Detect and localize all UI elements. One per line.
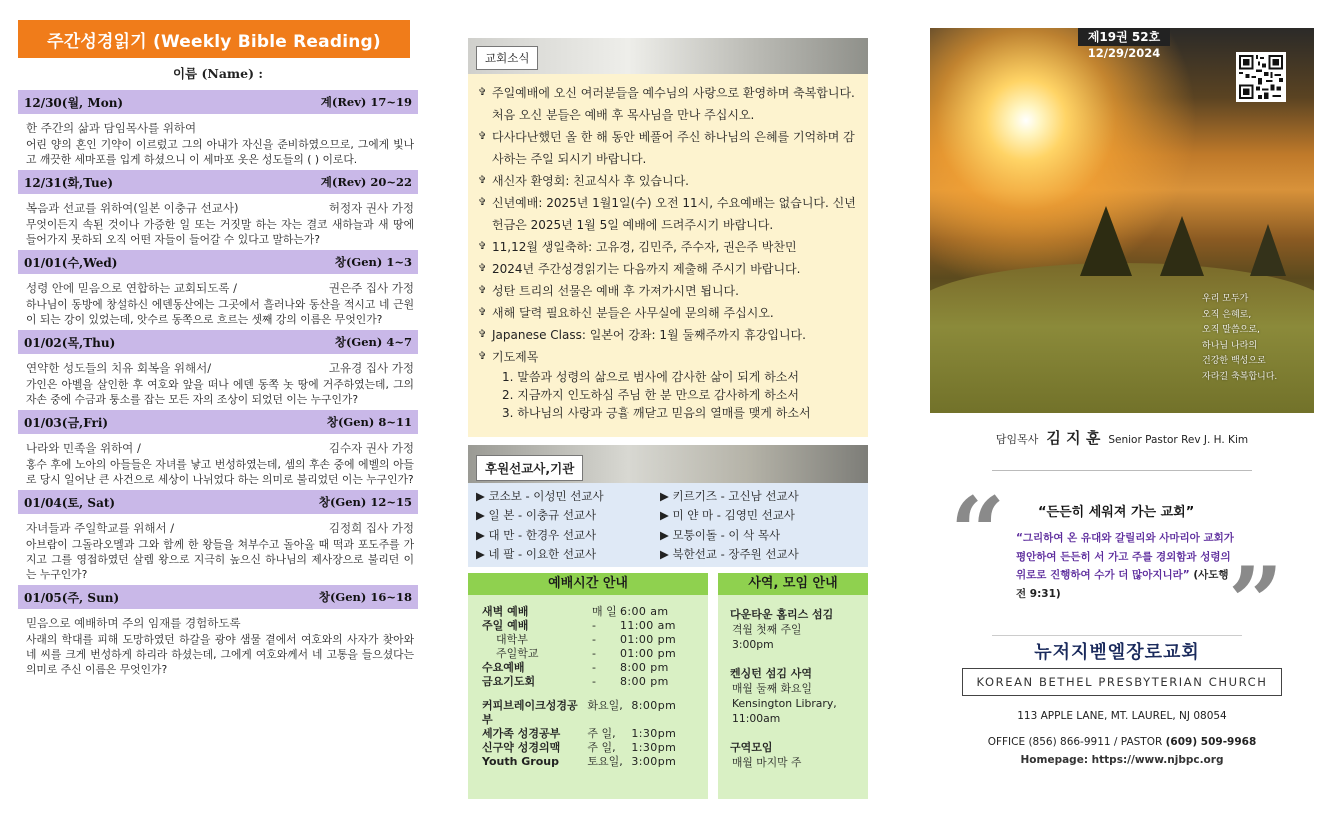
reading-passage: 창(Gen) 8~11	[326, 415, 412, 429]
prayer-list	[502, 368, 858, 422]
prayer-topic-text: 연약한 성도들의 치유 회복을 위해서/	[26, 361, 212, 375]
gatherings-box	[718, 573, 868, 799]
reading-question: 어린 양의 혼인 기약이 이르렀고 그의 아내가 자신을 준비하였으므로, 그에게 빛나고 깨끗한 세마포를 입게 하셨으니 이 세마포 옷은 성도들의 ( ) 이로다.	[26, 138, 414, 166]
reading-day	[18, 330, 418, 407]
news-list	[478, 82, 858, 368]
cross-bullet-icon: ✞	[478, 87, 487, 98]
cover-verse-line: 우리 모두가	[1202, 294, 1249, 304]
worship-name: 수요예배	[482, 661, 525, 674]
worship-times-title: 예배시간 안내	[468, 573, 708, 595]
prayer-topic	[18, 615, 418, 631]
news-item-text: 기도제목	[492, 350, 539, 364]
worship-row	[468, 619, 708, 633]
cross-bullet-icon: ✞	[478, 131, 487, 142]
reading-day	[18, 170, 418, 247]
cross-bullet-icon: ✞	[478, 263, 487, 274]
reading-day-header	[18, 490, 418, 514]
worship-day: -	[592, 675, 596, 688]
gathering-detail: 3:00pm	[732, 638, 774, 651]
close-quote-icon: ”	[1228, 546, 1284, 659]
study-time: 1:30pm	[631, 727, 677, 740]
cross-bullet-icon: ✞	[478, 307, 487, 318]
study-row	[468, 699, 708, 727]
gathering-block	[718, 740, 868, 770]
study-time: 1:30pm	[631, 741, 677, 754]
qr-code-icon[interactable]	[1236, 52, 1286, 102]
reading-passage: 창(Gen) 12~15	[318, 495, 412, 509]
study-day: 주 일,	[587, 727, 616, 740]
divider	[992, 470, 1252, 471]
worship-row	[468, 633, 708, 647]
cover-photo-tree	[1160, 216, 1204, 276]
motto-verse-ref: (사도행전 9:31)	[1016, 569, 1229, 600]
news-item-text: 새해 달력 필요하신 분들은 사무실에 문의해 주십시오.	[492, 306, 774, 320]
worship-time: 01:00 pm	[620, 633, 677, 646]
issue-date: 12/29/2024	[1087, 46, 1161, 60]
news-item-text: 주일예배에 오신 여러분들을 예수님의 사랑으로 환영하며 축복합니다. 처음 오신 분들은 예배 후 목사님을 만나 주십시오.	[492, 86, 855, 122]
worship-time: 8:00 pm	[620, 661, 669, 674]
worship-name: 대학부	[496, 633, 528, 646]
study-day: 화요일,	[587, 699, 623, 712]
cover-verse-line: 건강한 백성으로	[1202, 356, 1266, 366]
reading-day-header	[18, 330, 418, 354]
gathering-detail: 매월 마지막 주	[732, 756, 802, 769]
news-item-text: 성탄 트리의 선물은 예배 후 가져가시면 됩니다.	[492, 284, 739, 298]
reading-question: 무엇이든지 속된 것이나 가증한 일 또는 거짓말 하는 자는 결코 새하늘과 새 땅에 들어가지 못하되 오직 어떤 자들이 들어갈 수 있다고 말하는가?	[26, 218, 414, 246]
cover-photo	[930, 28, 1314, 413]
study-day: 토요일,	[587, 755, 623, 768]
worship-time: 01:00 pm	[620, 647, 677, 660]
reading-day	[18, 585, 418, 677]
mission-item: ▶ 일 본 - 이충규 선교사	[476, 508, 597, 523]
prayer-topic-text: 복음과 선교를 위하여(일본 이충규 선교사)	[26, 201, 239, 215]
pastor-name: 김 지 훈	[1046, 429, 1101, 447]
news-item-text: 11,12월 생일축하: 고유경, 김민주, 주수자, 권은주 박찬민	[492, 240, 797, 254]
gathering-name: 구역모임	[730, 741, 773, 754]
worship-day: -	[592, 647, 596, 660]
study-day: 주 일,	[587, 741, 616, 754]
reading-day-list	[18, 90, 418, 677]
study-name: 신구약 성경의맥	[482, 741, 561, 754]
reading-day-header	[18, 585, 418, 609]
study-row	[468, 727, 708, 741]
name-field-label: 이름 (Name) :	[172, 66, 263, 81]
cover-verse-line: 자라길 축복합니다.	[1202, 371, 1278, 382]
news-item	[478, 324, 858, 346]
news-item-text: 새신자 환영회: 친교식사 후 있습니다.	[492, 174, 689, 188]
news-header	[468, 38, 868, 74]
news-item-text: Japanese Class: 일본어 강좌: 1월 둘째주까지 휴강입니다.	[492, 328, 806, 342]
worship-day: -	[592, 661, 596, 674]
reading-question: 아브람이 그돌라오멜과 그와 함께 한 왕들을 쳐부수고 돌아올 때 떡과 포도주를 가지고 그를 영접하였던 살렘 왕으로 지극히 높으신 하나님의 제사장으로 불리던 이는 누구인가?	[26, 538, 414, 581]
worship-row	[468, 605, 708, 619]
missions-header	[468, 445, 868, 483]
office-phone: OFFICE (856) 866-9911 / PASTOR	[987, 736, 1163, 748]
mission-item: ▶ 대 만 - 한경우 선교사	[476, 527, 597, 542]
church-news-section	[468, 38, 868, 799]
news-item	[478, 280, 858, 302]
reading-day	[18, 90, 418, 167]
news-tag: 교회소식	[476, 46, 538, 70]
missions-tag: 후원선교사,기관	[476, 455, 583, 481]
mission-item: ▶ 미 얀 마 - 김영민 선교사	[660, 508, 795, 523]
cross-bullet-icon: ✞	[478, 351, 487, 362]
prayer-item: 3. 하나님의 사랑과 긍휼 깨닫고 믿음의 열매를 맺게 하소서	[502, 406, 811, 420]
prayer-topic	[18, 120, 418, 136]
cover-verse	[1202, 292, 1277, 385]
prayer-topic-text: 한 주간의 삶과 담임목사를 위하여	[26, 121, 197, 135]
study-time: 8:00pm	[631, 699, 677, 712]
worship-row	[468, 647, 708, 661]
gathering-detail: Kensington Library,	[732, 697, 837, 710]
study-times-list	[468, 699, 708, 769]
cross-bullet-icon: ✞	[478, 285, 487, 296]
reading-day-header	[18, 90, 418, 114]
cross-bullet-icon: ✞	[478, 197, 487, 208]
worship-time: 8:00 pm	[620, 675, 669, 688]
prayer-item: 2. 지금까지 인도하심 주님 한 분 만으로 감사하게 하소서	[502, 388, 799, 402]
news-item	[478, 192, 858, 236]
mission-item: ▶ 모퉁이돌 - 이 삭 목사	[660, 527, 781, 542]
gathering-detail: 매월 둘째 화요일	[732, 682, 812, 695]
gathering-block	[718, 607, 868, 652]
news-item-text: 신년예배: 2025년 1월1일(수) 오전 11시, 수요예배는 없습니다. 신년헌금은 2025년 1월 5일 예배에 드려주시기 바랍니다.	[492, 196, 856, 232]
church-name-en: KOREAN BETHEL PRESBYTERIAN CHURCH	[962, 668, 1282, 696]
news-item	[478, 82, 858, 126]
news-item-text: 다사다난했던 올 한 해 동안 베풀어 주신 하나님의 은혜를 기억하며 감사하는 주일 되시기 바랍니다.	[492, 130, 855, 166]
reading-question: 사래의 학대를 피해 도망하였던 하갈을 광야 샘물 곁에서 여호와의 사자가 찾아와 네 씨를 크게 번성하게 하리라 하셨는데, 그에게 여호와께서 네 고통을 들으셨다는 의미로 주신 이름은 무엇인가?	[26, 633, 414, 676]
study-name: Youth Group	[482, 755, 559, 768]
mission-item: ▶ 코소보 - 이성민 선교사	[476, 489, 604, 503]
reading-passage: 창(Gen) 1~3	[334, 255, 412, 269]
study-name: 세가족 성경공부	[482, 727, 561, 740]
reading-day-header	[18, 250, 418, 274]
reading-date: 12/31(화,Tue)	[24, 175, 114, 190]
mission-item: ▶ 북한선교 - 장주원 선교사	[660, 546, 799, 561]
reading-date: 01/03(금,Fri)	[24, 415, 109, 430]
prayer-topic-text: 자녀들과 주일학교를 위해서 /	[26, 521, 175, 535]
cover-photo-tree	[1080, 206, 1132, 276]
worship-name: 주일 예배	[482, 619, 529, 632]
worship-time: 6:00 am	[620, 605, 669, 618]
news-item	[478, 126, 858, 170]
prayer-topic	[18, 200, 418, 216]
gathering-detail: 11:00am	[732, 712, 781, 725]
study-row	[468, 755, 708, 769]
news-item-text: 2024년 주간성경읽기는 다음까지 제출해 주시기 바랍니다.	[492, 262, 801, 276]
church-address: 113 APPLE LANE, MT. LAUREL, NJ 08054	[1017, 710, 1227, 722]
motto-verse-text: “그리하여 온 유대와 갈릴리와 사마리아 교회가 평안하여 든든히 서 가고 주를 경외함과 성령의 위로로 진행하여 수가 더 많아지니라”	[1016, 532, 1234, 581]
worship-day: 매 일	[592, 605, 617, 618]
worship-day: -	[592, 633, 596, 646]
worship-times-box	[468, 573, 708, 799]
mission-item: ▶ 네 팔 - 이요한 선교사	[476, 546, 597, 561]
gatherings-title: 사역, 모임 안내	[718, 573, 868, 595]
schedule-boxes	[468, 573, 868, 799]
prayer-item: 1. 말씀과 성령의 삶으로 범사에 감사한 삶이 되게 하소서	[502, 370, 799, 384]
reading-date: 12/30(월, Mon)	[24, 95, 124, 110]
gathering-block	[718, 666, 868, 726]
worship-row	[468, 661, 708, 675]
cover-verse-line: 오직 말씀으로,	[1202, 325, 1260, 335]
motto-verse	[1016, 529, 1236, 603]
prayer-topic	[18, 520, 418, 536]
pastor-title-en: Senior Pastor Rev J. H. Kim	[1108, 434, 1249, 446]
open-quote-icon: “	[950, 476, 1006, 589]
mission-item: ▶ 키르기즈 - 고신남 선교사	[660, 489, 799, 503]
reading-day	[18, 250, 418, 327]
reading-passage: 창(Gen) 16~18	[318, 590, 412, 604]
prayer-topic	[18, 280, 418, 296]
reading-question: 홍수 후에 노아의 아들들은 자녀를 낳고 번성하였는데, 셈의 후손 중에 에벨의 아들로 당시 일어난 큰 사건으로 세상이 나뉘었다 하는 의미로 불리었던 이는 누구인가?	[26, 458, 414, 486]
news-item	[478, 236, 858, 258]
reading-question: 가인은 아벨을 살인한 후 여호와 앞을 떠나 에덴 동쪽 놋 땅에 거주하였는데, 그의 자손 중에 수금과 퉁소를 잡는 모든 자의 조상이 되었던 이는 누구인가?	[26, 378, 414, 406]
prayer-topic-text: 나라와 민족을 위하여 /	[26, 441, 141, 455]
prayer-topic-text: 성령 안에 믿음으로 연합하는 교회되도록 /	[26, 281, 238, 295]
reading-date: 01/05(주, Sun)	[24, 590, 120, 605]
worship-row	[468, 675, 708, 689]
worship-time: 11:00 am	[620, 619, 676, 632]
prayer-topic	[18, 440, 418, 456]
news-body	[468, 74, 868, 437]
study-row	[468, 741, 708, 755]
missions-list	[468, 483, 868, 567]
reading-passage: 계(Rev) 17~19	[320, 95, 412, 109]
gathering-name: 다운타운 홈리스 섬김	[730, 608, 834, 621]
cover-verse-line: 오직 은혜로,	[1202, 309, 1252, 320]
worship-name: 금요기도회	[482, 675, 536, 688]
prayer-topic	[18, 360, 418, 376]
reading-passage: 창(Gen) 4~7	[334, 335, 412, 349]
issue-number: 제19권 52호	[1078, 28, 1170, 46]
worship-day: -	[592, 619, 596, 632]
worship-times-list	[468, 605, 708, 689]
gatherings-list	[718, 607, 868, 770]
church-motto: “든든히 세워져 가는 교회”	[1038, 505, 1195, 520]
news-item	[478, 302, 858, 324]
news-item	[478, 346, 858, 368]
pastor-title-ko: 담임목사	[995, 433, 1039, 446]
reading-day-header	[18, 410, 418, 434]
pastor-phone[interactable]: (609) 509-9968	[1165, 736, 1257, 748]
prayer-family: 김정희 집사 가정	[328, 521, 414, 535]
study-time: 3:00pm	[631, 755, 677, 768]
cross-bullet-icon: ✞	[478, 241, 487, 252]
prayer-family: 권은주 집사 가정	[328, 281, 414, 295]
gathering-name: 켄싱턴 섬김 사역	[730, 667, 813, 680]
reading-date: 01/02(목,Thu)	[24, 335, 116, 350]
reading-day	[18, 490, 418, 582]
study-name: 커피브레이크성경공부	[482, 699, 578, 726]
cross-bullet-icon: ✞	[478, 329, 487, 340]
prayer-family: 김수자 권사 가정	[328, 441, 414, 455]
gathering-detail: 격월 첫째 주일	[732, 623, 802, 636]
cross-bullet-icon: ✞	[478, 175, 487, 186]
worship-name: 주일학교	[496, 647, 539, 660]
cover-verse-line: 하나님 나라의	[1202, 340, 1258, 351]
cover-section	[930, 28, 1314, 766]
news-item	[478, 170, 858, 192]
reading-day-header	[18, 170, 418, 194]
reading-question: 하나님이 동방에 창설하신 에덴동산에는 그곳에서 흘러나와 동산을 적시고 네 근원이 되는 강이 있었는데, 앗수르 동쪽으로 흐르는 셋째 강의 이름은 무엇인가?	[26, 298, 414, 326]
reading-date: 01/04(토, Sat)	[24, 495, 116, 510]
worship-name: 새벽 예배	[482, 605, 529, 618]
prayer-family: 고유경 집사 가정	[328, 361, 414, 375]
reading-date: 01/01(수,Wed)	[24, 255, 118, 270]
reading-day	[18, 410, 418, 487]
news-item	[478, 258, 858, 280]
homepage-link[interactable]: Homepage: https://www.njbpc.org	[1020, 754, 1224, 766]
church-name-ko: 뉴저지벧엘장로교회	[992, 635, 1242, 664]
bible-reading-section	[18, 20, 418, 680]
church-phones	[930, 736, 1314, 748]
cover-photo-tree	[1250, 224, 1286, 276]
pastor-line	[930, 427, 1314, 448]
prayer-topic-text: 믿음으로 예배하며 주의 임재를 경험하도록	[26, 616, 241, 630]
prayer-family: 허정자 권사 가정	[328, 201, 414, 215]
bible-reading-banner: 주간성경읽기 (Weekly Bible Reading)	[18, 20, 410, 58]
reading-passage: 계(Rev) 20~22	[320, 175, 412, 189]
